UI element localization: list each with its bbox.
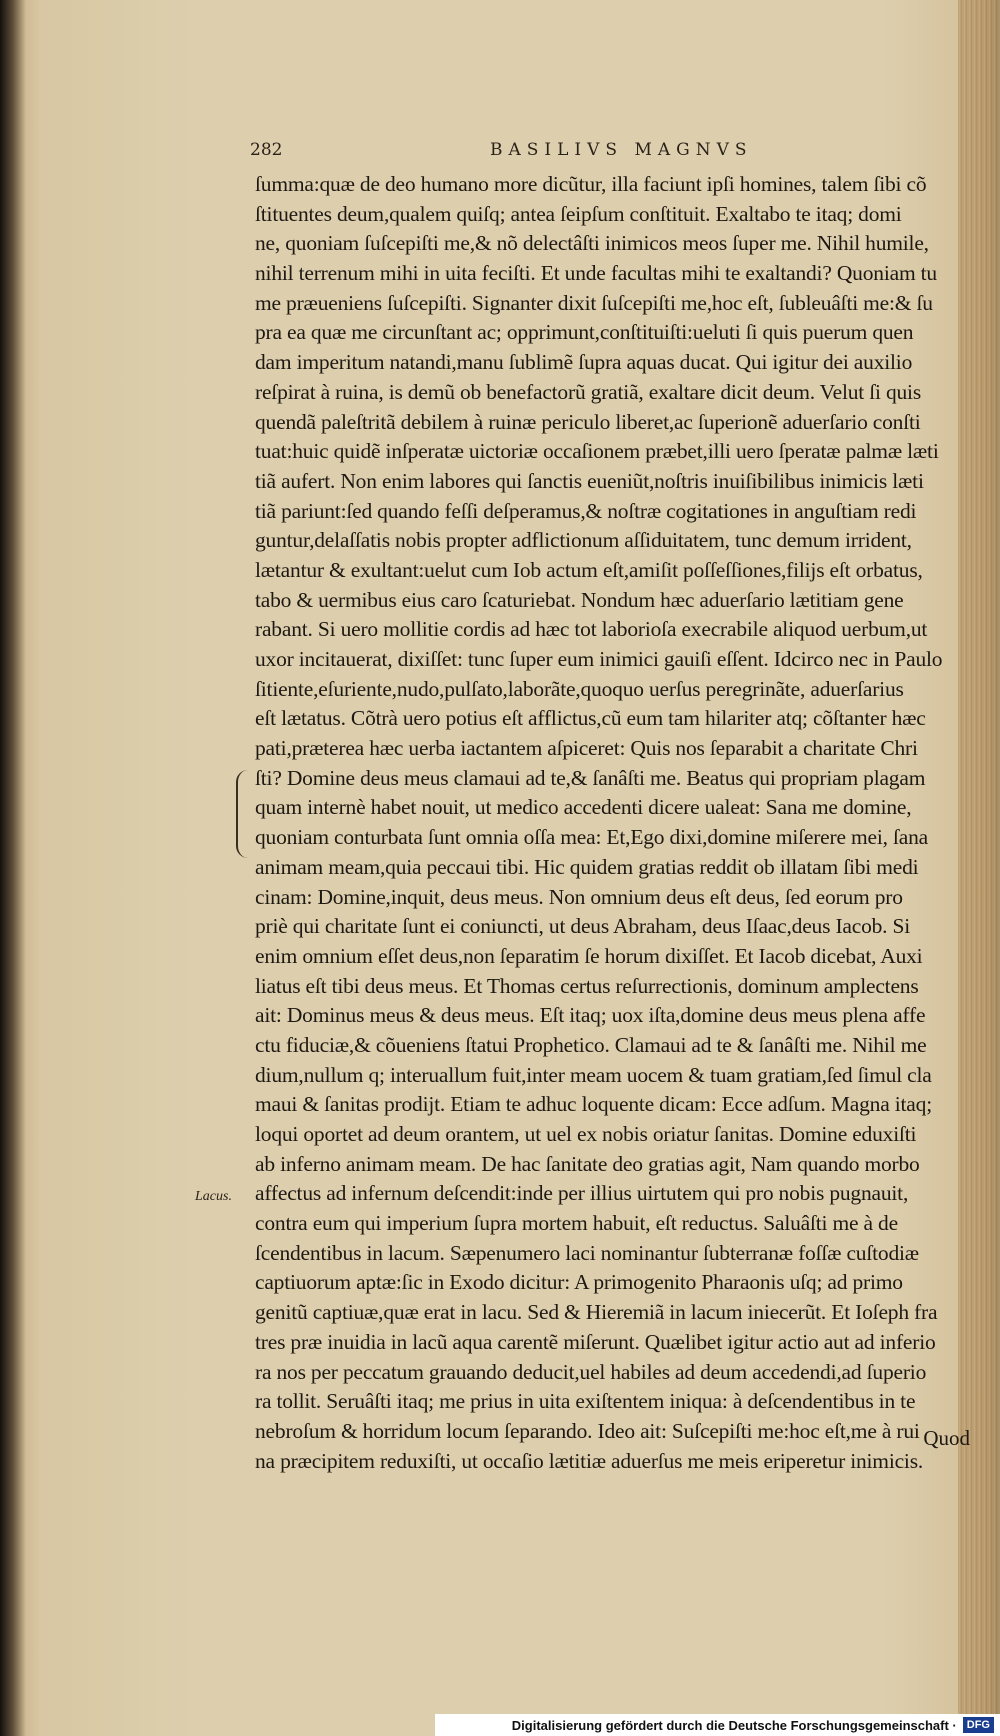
dfg-logo: DFG — [963, 1717, 994, 1733]
text-line: ſti? Domine deus meus clamaui ad te,& ſanâſti me. Beatus qui propriam plagam — [255, 765, 926, 790]
text-line: contra eum qui imperium ſupra mortem habuit, eſt reductus. Saluâſti me à de — [255, 1211, 898, 1236]
text-line: ra tollit. Seruâſti itaq; me prius in uita exiſtentem iniqua: à deſcendentibus in te — [255, 1389, 916, 1414]
text-line: priè qui charitate ſunt ei coniuncti, ut deus Abraham, deus Iſaac,deus Iacob. Si — [255, 914, 911, 939]
text-line: lætantur & exultant:uelut cum Iob actum eſt,amiſit poſſeſſiones,filijs eſt orbatus, — [255, 557, 923, 582]
text-line: ctu fiduciæ,& cõueniens ſtatui Prophetico. Clamaui ad te & ſanâſti me. Nihil me — [255, 1032, 927, 1057]
text-line: rabant. Si uero mollitie cordis ad hæc tot laborioſa execrabile aliquod uerbum,ut — [255, 617, 928, 642]
text-line: na præcipitem reduxiſti, ut occaſio lætitiæ aduerſus me meis eriperetur inimicis. — [255, 1448, 924, 1473]
footer-credit: Digitalisierung gefördert durch die Deutsche Forschungsgemeinschaft · — [511, 1717, 957, 1733]
text-line: tiã pariunt:ſed quando feſſi deſperamus,& noſtræ cogitationes in anguſtiam redi — [255, 498, 917, 523]
text-line: me præueniens ſuſcepiſti. Signanter dixit ſuſcepiſti me,hoc eſt, ſubleuâſti me:& ſu — [255, 290, 933, 315]
text-line: nebroſum & horridum locum ſeparando. Ideo ait: Suſcepiſti me:hoc eſt,me à rui — [255, 1418, 920, 1443]
text-line: eſt lætatus. Cõtrà uero potius eſt afflictus,cũ eum tam hilariter atq; cõſtanter hæc — [255, 706, 926, 731]
margin-note: Lacus. — [195, 1189, 232, 1204]
text-line: maui & ſanitas prodijt. Etiam te adhuc loquente dicam: Ecce adſum. Magna itaq; — [255, 1092, 932, 1117]
text-line: animam meam,quia peccaui tibi. Hic quidem gratias reddit ob illatam ſibi medi — [255, 854, 919, 879]
text-line: uxor incitauerat, dixiſſet: tunc ſuper eum inimici gauiſi eſſent. Idcirco nec in Paulo — [255, 647, 943, 671]
text-line: tuat:huic quidẽ inſperatæ uictoriæ occaſionem præbet,illi uero ſperatæ palmæ læti — [255, 439, 939, 464]
text-line: quam internè habet nouit, ut medico accedenti dicere ualeat: Sana me domine, — [255, 795, 912, 820]
text-line: ſtituentes deum,qualem quiſq; antea ſeipſum conſtituit. Exaltabo te itaq; domi — [255, 201, 902, 226]
page-number: 282 — [250, 140, 283, 160]
text-line: tiã aufert. Non enim labores qui ſanctis eueniũt,noſtris inuiſibilibus inimicis læti — [255, 468, 924, 493]
text-line: genitũ captiuæ,quæ erat in lacu. Sed & Hieremiã in lacum iniecerũt. Et Ioſeph fra — [255, 1300, 938, 1325]
running-head: BASILIVS MAGNVS — [490, 140, 753, 160]
text-line: ſumma:quæ de deo humano more dicũtur, illa faciunt ipſi homines, talem ſibi cõ — [255, 172, 927, 196]
text-line: dam imperitum natandi,manu ſublimẽ ſupra aquas ducat. Qui igitur dei auxilio — [255, 350, 913, 375]
footer-bar — [435, 1714, 1000, 1736]
text-line: ra nos per peccatum grauando deducit,uel habiles ad deum accedendi,ad ſuperio — [255, 1359, 927, 1384]
text-line: dium,nullum q; interuallum fuit,inter meam uocem & tuam gratiam,ſed ſimul cla — [255, 1062, 932, 1087]
text-line: quoniam conturbata ſunt omnia oſſa mea: Et,Ego dixi,domine miſerere mei, ſana — [255, 825, 928, 850]
text-line: ne, quoniam ſuſcepiſti me,& nõ delectâſti inimicos meos ſuper me. Nihil humile, — [255, 231, 929, 256]
text-line: nihil terrenum mihi in uita feciſti. Et unde facultas mihi te exaltandi? Quoniam tu — [255, 261, 937, 286]
text-line: ait: Dominus meus & deus meus. Eſt itaq; uox iſta,domine deus meus plena affe — [255, 1003, 926, 1028]
text-line: loqui oportet ad deum orantem, ut uel ex nobis oriatur ſanitas. Domine eduxiſti — [255, 1122, 917, 1146]
text-line: quendã paleſtritã debilem à ruinæ periculo liberet,ac ſuperionẽ aduerſario conſti — [255, 409, 921, 434]
text-line: cinam: Domine,inquit, deus meus. Non omnium deus eſt deus, ſed eorum pro — [255, 884, 903, 909]
catchword: Quod — [923, 1426, 970, 1450]
text-line: ab inferno animam meam. De hac ſanitate deo gratias agit, Nam quando morbo — [255, 1151, 920, 1176]
body-text — [255, 170, 970, 1476]
text-line: tres præ inuidia in lacũ aqua carentẽ miſerunt. Quælibet igitur actio aut ad inferio — [255, 1329, 936, 1354]
text-line: affectus ad infernum deſcendit:inde per illius uirtutem qui pro nobis pugnauit, — [255, 1181, 909, 1206]
margin-bracket — [236, 770, 252, 858]
text-line: pati,præterea hæc uerba iactantem aſpiceret: Quis nos ſeparabit a charitate Chri — [255, 736, 918, 761]
text-line: enim omnium eſſet deus,non ſeparatim ſe horum dixiſſet. Et Iacob dicebat, Auxi — [255, 943, 923, 968]
text-line: reſpirat à ruina, is demũ ob benefactorũ gratiã, exaltare dicit deum. Velut ſi quis — [255, 379, 921, 404]
text-line: liatus eſt tibi deus meus. Et Thomas certus reſurrectionis, dominum amplectens — [255, 973, 919, 998]
text-line: guntur,delaſſatis nobis propter adflictionum aſſiduitatem, tunc demum irrident, — [255, 528, 912, 553]
gutter-shadow — [0, 0, 26, 1736]
text-line: ſcendentibus in lacum. Sæpenumero laci nominantur ſubterranæ foſſæ cuſtodiæ — [255, 1240, 919, 1265]
text-line: ſitiente,eſuriente,nudo,pulſato,laborãte,quoquo uerſus peregrinãte, aduerſarius — [255, 676, 904, 701]
text-line: pra ea quæ me circunſtant ac; opprimunt,conſtituiſti:ueluti ſi quis puerum quen — [255, 320, 914, 345]
text-line: captiuorum aptæ:ſic in Exodo dicitur: A primogenito Pharaonis uſq; ad primo — [255, 1270, 903, 1295]
text-line: tabo & uermibus eius caro ſcaturiebat. Nondum hæc aduerſario lætitiam gene — [255, 587, 904, 612]
